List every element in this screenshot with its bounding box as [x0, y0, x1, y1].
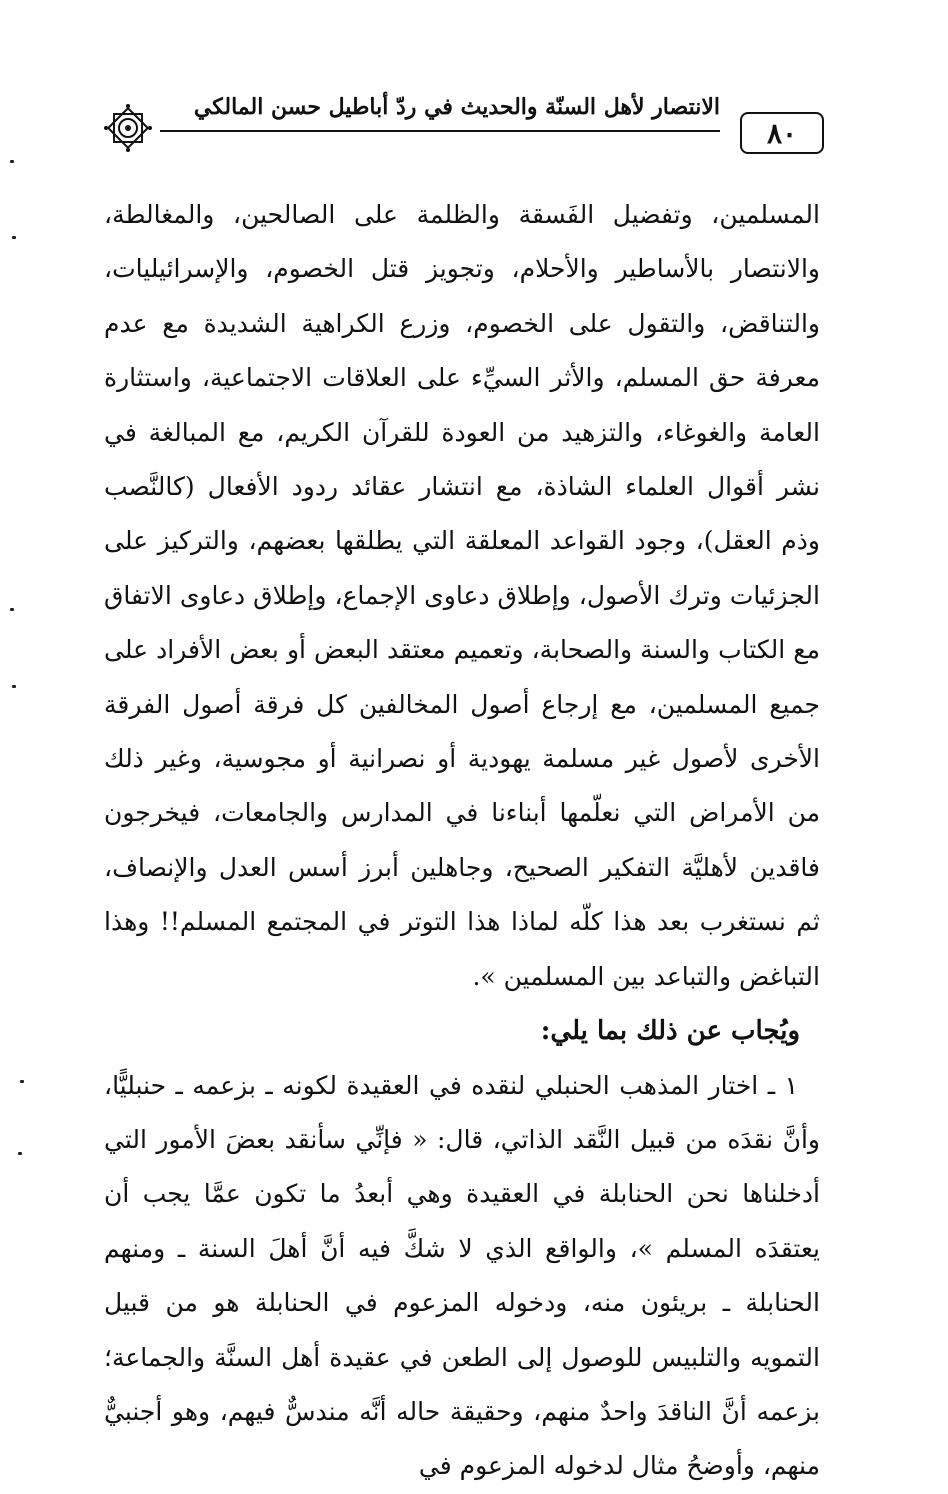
body-text: [104, 188, 820, 1494]
scan-speck: [18, 1152, 22, 1155]
header-rule: [160, 130, 720, 132]
paragraph-continuation: المسلمين، وتفضيل الفَسقة والظلمة على الصالحين، والمغالطة، والانتصار بالأساطير والأحلام، وتجويز قتل الخصوم، والإسرائيليات، والتناقض، والتقول على الخصوم، وزرع الكراهية الشديدة مع عدم معرفة حق المسلم، والأثر السيِّء على العلاقات الاجتماعية، واستثارة العامة والغوغاء، والتزهيد من العودة للقرآن الكريم، مع المبالغة في نشر أقوال العلماء الشاذة، مع انتشار عقائد ردود الأفعال (كالنَّصب وذم العقل)، وجود القواعد المعلقة التي يطلقها بعضهم، والتركيز على الجزئيات وترك الأصول، وإطلاق دعاوى الإجماع، وإطلاق دعاوى الاتفاق مع الكتاب والسنة والصحابة، وتعميم معتقد البعض أو بعض الأفراد على جميع المسلمين، مع إرجاع أصول المخالفين كل فرقة أصول الفرقة الأخرى لأصول غير مسلمة يهودية أو نصرانية أو مجوسية، وغير ذلك من الأمراض التي نعلّمها أبناءنا في المدارس والجامعات، فيخرجون فاقدين لأهليَّة التفكير الصحيح، وجاهلين أبرز أسس العدل والإنصاف، ثم نستغرب بعد هذا كلّه لماذا هذا التوتر في المجتمع المسلم!! وهذا التباغض والتباعد بين المسلمين ».: [104, 200, 820, 991]
scan-speck: [12, 685, 16, 688]
scan-speck: [20, 1080, 24, 1083]
page-number: ٨٠: [740, 112, 824, 154]
page-header: [100, 92, 830, 152]
scan-speck: [10, 160, 14, 163]
scan-speck: [12, 236, 16, 239]
scan-speck: [10, 608, 14, 611]
running-title: الانتصار لأهل السنّة والحديث في ردّ أباطيل حسن المالكي: [193, 94, 720, 120]
paragraph-point-1: ١ ـ اختار المذهب الحنبلي لنقده في العقيدة لكونه ـ بزعمه ـ حنبليًّا، وأنَّ نقدَه من قبيل النَّقد الذاتي، قال: « فإنِّي سأنقد بعضَ الأمور التي أدخلناها نحن الحنابلة في العقيدة وهي أبعدُ ما تكون عمَّا يجب أن يعتقدَه المسلم »، والواقع الذي لا شكَّ فيه أنَّ أهلَ السنة ـ ومنهم الحنابلة ـ بريئون منه، ودخوله المزعوم في الحنابلة هو من قبيل التمويه والتلبيس للوصول إلى الطعن في عقيدة أهل السنَّة والجماعة؛ بزعمه أنَّ الناقدَ واحدٌ منهم، وحقيقة حاله أنَّه مندسٌّ فيهم، وهو أجنبيٌّ منهم، وأوضحُ مثال لدخوله المزعوم في: [104, 1070, 820, 1481]
section-heading: ويُجاب عن ذلك بما يلي:: [540, 1016, 800, 1047]
eight-point-star-ornament-icon: [102, 102, 154, 154]
